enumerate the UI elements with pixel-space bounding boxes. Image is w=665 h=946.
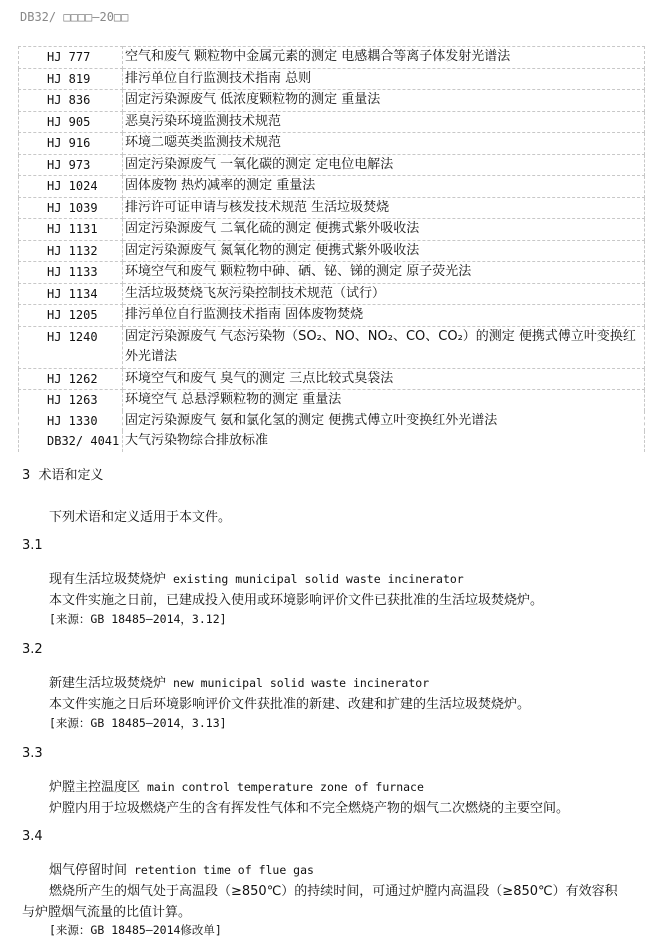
- reference-code: HJ 1262: [19, 368, 123, 390]
- reference-title: 固定污染源废气 氮氧化物的测定 便携式紫外吸收法: [123, 240, 645, 262]
- reference-code: HJ 1132: [19, 240, 123, 262]
- reference-title: 排污单位自行监测技术指南 固体废物焚烧: [123, 305, 645, 327]
- section-title: 术语和定义: [38, 468, 104, 483]
- reference-title: 环境空气和废气 臭气的测定 三点比较式臭袋法: [123, 368, 645, 390]
- term-title: 炉膛主控温度区 main control temperature zone of furnace: [49, 780, 424, 795]
- reference-row: [19, 411, 645, 432]
- term-source: [来源：GB 18485—2014修改单]: [49, 923, 222, 937]
- reference-code: HJ 819: [19, 68, 123, 90]
- reference-title: 恶臭污染环境监测技术规范: [123, 111, 645, 133]
- reference-title: 空气和废气 颗粒物中金属元素的测定 电感耦合等离子体发射光谱法: [123, 47, 645, 69]
- reference-title: 排污单位自行监测技术指南 总则: [123, 68, 645, 90]
- reference-row: [19, 47, 645, 69]
- reference-code: HJ 1133: [19, 262, 123, 284]
- reference-row: [19, 197, 645, 219]
- term-definition: 本文件实施之日后环境影响评价文件获批准的新建、改建和扩建的生活垃圾焚烧炉。: [49, 697, 531, 712]
- reference-title: 排污许可证申请与核发技术规范 生活垃圾焚烧: [123, 197, 645, 219]
- section-heading: [22, 464, 104, 483]
- term-definition: 燃烧所产生的烟气处于高温段（≥850℃）的持续时间，可通过炉膛内高温段（≥850℃）有效容积: [49, 884, 618, 899]
- term-definition-continued: 与炉膛烟气流量的比值计算。: [22, 905, 192, 920]
- section-intro: 下列术语和定义适用于本文件。: [49, 510, 232, 525]
- reference-row: [19, 368, 645, 390]
- term-definition: 炉膛内用于垃圾燃烧产生的含有挥发性气体和不完全燃烧产物的烟气二次燃烧的主要空间。: [49, 801, 570, 816]
- reference-code: HJ 1134: [19, 283, 123, 305]
- reference-row: [19, 326, 645, 368]
- reference-title: 固体废物 热灼减率的测定 重量法: [123, 176, 645, 198]
- term-number: 3.1: [22, 538, 43, 553]
- term-definition: 本文件实施之日前，已建成投入使用或环境影响评价文件已获批准的生活垃圾焚烧炉。: [49, 593, 544, 608]
- term-number: 3.2: [22, 642, 43, 657]
- reference-code: HJ 973: [19, 154, 123, 176]
- reference-code: HJ 1024: [19, 176, 123, 198]
- reference-title: 固定污染源废气 气态污染物（SO₂、NO、NO₂、CO、CO₂）的测定 便携式傅立叶变换红外光谱法: [123, 326, 645, 368]
- reference-code: HJ 1205: [19, 305, 123, 327]
- reference-row: [19, 154, 645, 176]
- reference-row: [19, 68, 645, 90]
- term-title: 新建生活垃圾焚烧炉 new municipal solid waste incinerator: [49, 676, 430, 691]
- reference-row: [19, 240, 645, 262]
- reference-code: HJ 777: [19, 47, 123, 69]
- term-title: 现有生活垃圾焚烧炉 existing municipal solid waste incinerator: [49, 572, 464, 587]
- reference-title: 固定污染源废气 低浓度颗粒物的测定 重量法: [123, 90, 645, 112]
- reference-code: HJ 1131: [19, 219, 123, 241]
- reference-row: [19, 305, 645, 327]
- reference-title: 生活垃圾焚烧飞灰污染控制技术规范（试行）: [123, 283, 645, 305]
- reference-row: [19, 133, 645, 155]
- term-title: 烟气停留时间 retention time of flue gas: [49, 863, 314, 878]
- reference-row: [19, 111, 645, 133]
- reference-row: [19, 176, 645, 198]
- reference-code: HJ 1330: [19, 411, 123, 432]
- page-header: DB32/ □□□□—20□□: [20, 10, 129, 24]
- reference-title: 环境空气和废气 颗粒物中砷、硒、铋、锑的测定 原子荧光法: [123, 262, 645, 284]
- reference-code: HJ 1039: [19, 197, 123, 219]
- reference-code: HJ 905: [19, 111, 123, 133]
- reference-row: [19, 219, 645, 241]
- term-source: [来源：GB 18485—2014，3.12]: [49, 612, 227, 626]
- reference-title: 环境空气 总悬浮颗粒物的测定 重量法: [123, 390, 645, 411]
- term-number: 3.3: [22, 746, 43, 761]
- reference-title: 大气污染物综合排放标准: [123, 431, 645, 452]
- reference-code: HJ 836: [19, 90, 123, 112]
- term-source: [来源：GB 18485—2014，3.13]: [49, 716, 227, 730]
- reference-title: 固定污染源废气 氨和氯化氢的测定 便携式傅立叶变换红外光谱法: [123, 411, 645, 432]
- reference-code: HJ 1240: [19, 326, 123, 368]
- reference-row: [19, 283, 645, 305]
- reference-code: HJ 1263: [19, 390, 123, 411]
- reference-title: 固定污染源废气 一氧化碳的测定 定电位电解法: [123, 154, 645, 176]
- section-number: 3: [22, 468, 31, 483]
- term-number: 3.4: [22, 829, 43, 844]
- reference-title: 环境二噁英类监测技术规范: [123, 133, 645, 155]
- reference-row: [19, 431, 645, 452]
- reference-code: HJ 916: [19, 133, 123, 155]
- reference-row: [19, 262, 645, 284]
- reference-row: [19, 90, 645, 112]
- reference-row: [19, 390, 645, 411]
- reference-code: DB32/ 4041: [19, 431, 123, 452]
- reference-title: 固定污染源废气 二氧化硫的测定 便携式紫外吸收法: [123, 219, 645, 241]
- normative-references-table: [18, 46, 645, 452]
